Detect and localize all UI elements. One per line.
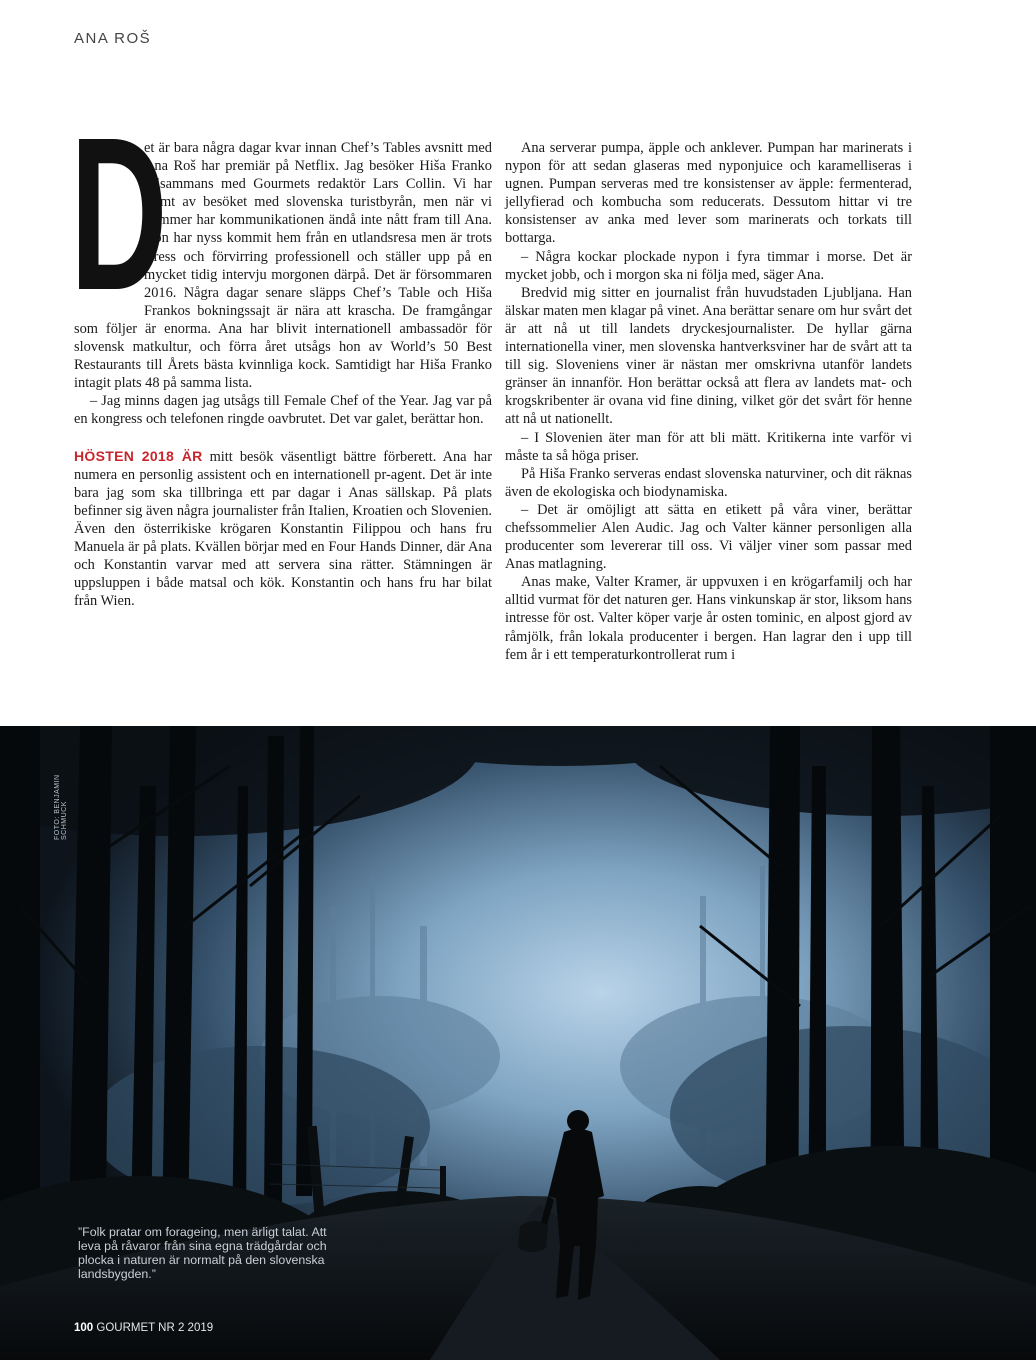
body-paragraph: – Jag minns dagen jag utsågs till Female Chef of the Year. Jag var på en kongress och telefonen ringde oavbrutet. Det var galet, berättar hon.: [74, 393, 492, 428]
drop-cap-letter: D: [70, 93, 168, 336]
body-paragraph: – Det är omöjligt att sätta en etikett på våra viner, berättar chefssommelier Alen Audic. Jag och Valter känner personligen alla producenter som levererar till oss. Vi väljer viner som passar med Anas matlagning.: [505, 501, 912, 573]
body-paragraph: et är bara några dagar kvar innan Chef’s Tables avsnitt med Ana Roš har premiär på Netflix. Jag besöker Hiša Franko tillsammans med Gourmets redaktör Lars Collin. Vi har stämt av besöket med slovenska turistbyrån, men när vi kommer har kommunikationen ändå inte nått fram till Ana. Hon har nyss kommit hem från en utlandsresa men är trots stress och förvirring professionell och ställer upp på en mycket tidig intervju morgonen därpå. Det är försommaren 2016. Några dagar senare släpps Chef’s Table och Hiša Frankos bokningssajt är nära att krascha. De framgångar som följer är enorma. Ana har blivit internationell ambassadör för slovensk matkultur, och förra året utsågs hon av World’s 50 Best Restaurants till Årets bästa kvinnliga kock. Samtidigt har Hiša Franko intagit plats 48 på samma lista.: [74, 140, 492, 392]
section-kicker: HÖSTEN 2018 ÄR: [74, 447, 203, 464]
drop-cap: [70, 93, 168, 336]
body-paragraph: – I Slovenien äter man för att bli mätt. Kritikerna inte varför vi måste ta så höga priser.: [505, 429, 912, 464]
article-column-left: [70, 93, 492, 610]
body-paragraph: På Hiša Franko serveras endast slovenska naturviner, och dit räknas även de ekologiska och biodynamiska.: [505, 465, 912, 500]
body-paragraph: Ana serverar pumpa, äpple och anklever. Pumpan har marinerats i nypon för att sedan glaseras med nyponjuice och karamelliseras i ugnen. Pumpan serveras med tre konsistenser av äpple: fermenterad, jellyfierad och kombucha som reducerats. Dessutom hittar vi tre konsistenser av anka med lever som marinerats och torkats till bottarga.: [505, 140, 912, 247]
page-number: 100: [74, 1322, 94, 1334]
photo-credit: FOTO: BENJAMIN SCHMUCK: [54, 774, 68, 840]
page-footer: [74, 1322, 213, 1334]
body-paragraph: Anas make, Valter Kramer, är uppvuxen i en krögarfamilj och har alltid vurmat för det naturen ger. Hans vinkunskap är stor, liksom hans intresse för ost. Valter köper varje år osten tominic, en alpost gjord av råmjölk, från lokala producenter i bergen. Han lagrar den i upp till fem år i ett temperaturkontrollerat rum i: [505, 574, 912, 663]
publication-info: GOURMET NR 2 2019: [96, 1322, 214, 1334]
body-paragraph: Bredvid mig sitter en journalist från huvudstaden Ljubljana. Han älskar maten men klagar på vinet. Ana berättar senare om hur svårt det är att nå ut till landets dryckesjournalister. De hyllar gärna internationella viner, men slovenska hantverksviner har de svårt att ta till sig. Sloveniens viner är nästan mer omskrivna utanför landets gränser än innanför. Hon berättar också att flera av landets mat- och krogskribenter är ovana vid fine dining, vilket gör det svårt för henne att nå ut nationellt.: [505, 284, 912, 428]
running-head: ANA ROŠ: [74, 30, 152, 47]
section-paragraph: [74, 447, 492, 611]
photo-caption: ”Folk pratar om forageing, men ärligt talat. Att leva på råvaror från sina egna trädgårdar och plocka i naturen är normalt på den slovenska landsbygden.”: [78, 1225, 327, 1281]
section-text: mitt besök väsentligt bättre förberett. Ana har numera en personlig assistent och en internationell pr-agent. Det är inte bara jag som ska tillbringa ett par dagar i Anas sällskap. På plats befinner sig även några journalister från Italien, Kroatien och Slovenien. Även den österrikiske krögaren Konstantin Filippou och hans fru Manuela är på plats. Kvällen börjar med en Four Hands Dinner, där Ana och Konstantin varvar med att servera sina rätter. Stämningen är uppsluppen i både matsal och kök. Konstantin och hans fru har bilat från Wien.: [74, 448, 492, 610]
article-column-right: [505, 139, 912, 664]
body-paragraph: – Några kockar plockade nypon i fyra timmar i morse. Det är mycket jobb, och i morgon ska ni följa med, säger Ana.: [505, 248, 912, 283]
